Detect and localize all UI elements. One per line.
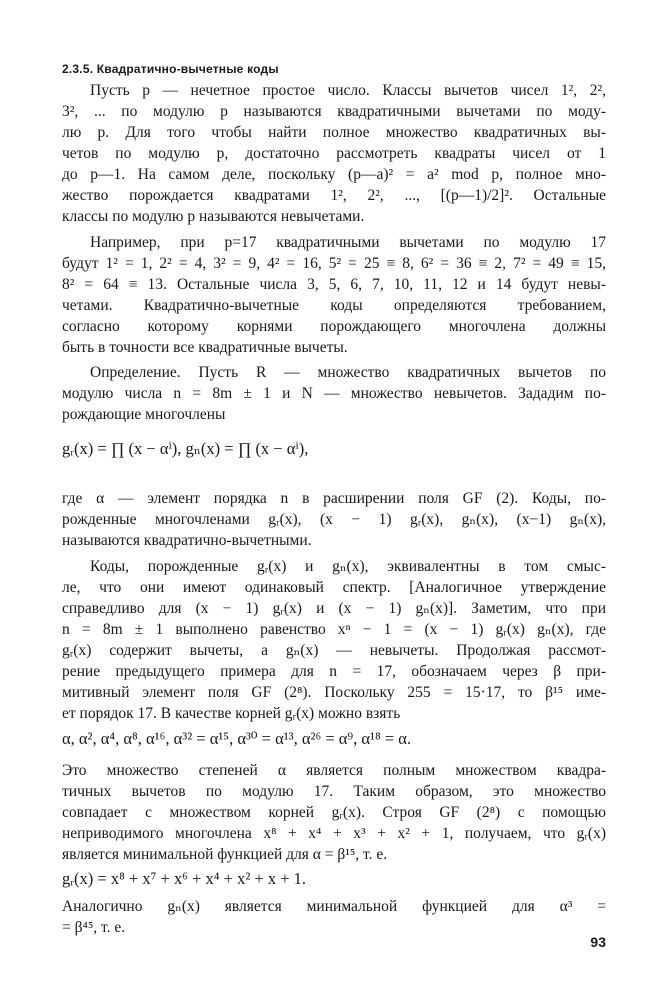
roots-formula: α, α², α⁴, α⁸, α¹⁶, α³² = α¹⁵, α³⁰ = α¹³, α²⁶ = α⁹, α¹⁸ = α. (62, 729, 412, 748)
text-line: ле, что они имеют одинаковый спектр. [Аналогичное утверждение (62, 579, 606, 596)
text-line: согласно которому корнями порождающего многочлена должны (62, 318, 606, 335)
text-line: митивный элемент поля GF (2⁸). Поскольку 255 = 15·17, то β¹⁵ име- (62, 684, 606, 701)
text-line: четов по модулю p, достаточно рассмотреть квадраты чисел от 1 (62, 145, 606, 162)
text-line: классы по модулю p называются невычетами. (62, 208, 365, 225)
text-line: gᵣ(x) содержит вычеты, а gₙ(x) — невычеты. Продолжая рассмот- (62, 642, 606, 659)
definition-line: Определение. Пусть R — множество квадратичных вычетов по (90, 364, 606, 381)
text-line: лю p. Для того чтобы найти полное множество квадратичных вы- (62, 124, 606, 141)
text-line: модулю числа n = 8m ± 1 и N — множество невычетов. Зададим по- (62, 385, 606, 402)
product-formula: gᵣ(x) = ∏ (x − αⁱ), gₙ(x) = ∏ (x − αⁱ), (62, 439, 309, 458)
text-line: Пусть p — нечетное простое число. Классы вычетов чисел 1², 2², (90, 82, 606, 99)
text-line: тичных вычетов по модулю 17. Таким образом, это множество (62, 783, 606, 800)
text-line: Это множество степеней α является полным множеством квадра- (62, 762, 606, 779)
text-line: где α — элемент порядка n в расширении поля GF (2). Коды, по- (62, 490, 606, 507)
section-heading: 2.3.5. Квадратично-вычетные коды (62, 62, 279, 76)
text-line: ет порядок 17. В качестве корней gᵣ(x) можно взять (62, 705, 401, 722)
text-line: = β⁴⁵, т. е. (62, 919, 126, 936)
text-line: рождающие многочлены (62, 406, 226, 423)
text-line: Например, при p=17 квадратичными вычетами по модулю 17 (90, 234, 606, 251)
page-number: 93 (590, 934, 606, 950)
text-line: рожденные многочленами gᵣ(x), (x − 1) gᵣ(x), gₙ(x), (x−1) gₙ(x), (62, 511, 606, 528)
text-line: является минимальной функцией для α = β¹⁵, т. е. (62, 846, 388, 863)
text-line: Коды, порожденные gᵣ(x) и gₙ(x), эквивалентны в том смыс- (90, 558, 606, 575)
text-line: справедливо для (x − 1) gᵣ(x) и (x − 1) gₙ(x)]. Заметим, что при (62, 600, 606, 617)
text-line: совпадает с множеством корней gᵣ(x). Строя GF (2⁸) с помощью (62, 804, 606, 821)
text-line: жество порождается квадратами 1², 2², ..., [(p—1)/2]². Остальные (62, 187, 606, 204)
text-line: четами. Квадратично-вычетные коды определяются требованием, (62, 297, 606, 314)
text-line: будут 1² = 1, 2² = 4, 3² = 9, 4² = 16, 5² = 25 ≡ 8, 6² = 36 ≡ 2, 7² = 49 ≡ 15, (62, 255, 606, 272)
text-line: до p—1. На самом деле, поскольку (p—a)² = a² mod p, полное мно- (62, 166, 606, 183)
text-line: 3², ... по модулю p называются квадратичными вычетами по моду- (62, 103, 606, 120)
text-line: 8² = 64 ≡ 13. Остальные числа 3, 5, 6, 7, 10, 11, 12 и 14 будут невы- (62, 276, 606, 293)
text-line: рение предыдущего примера для n = 17, обозначаем через β при- (62, 663, 606, 680)
polynomial-formula: gᵣ(x) = x⁸ + x⁷ + x⁶ + x⁴ + x² + x + 1. (62, 869, 306, 888)
text-line: называются квадратично-вычетными. (62, 532, 312, 549)
text-line: n = 8m ± 1 выполнено равенство xⁿ − 1 = (x − 1) gᵣ(x) gₙ(x), где (62, 621, 606, 638)
text-line: быть в точности все квадратичные вычеты. (62, 339, 348, 356)
text-line: неприводимого многочлена x⁸ + x⁴ + x³ + x² + 1, получаем, что gᵣ(x) (62, 825, 606, 842)
text-line: Аналогично gₙ(x) является минимальной функцией для α³ = (62, 898, 606, 915)
